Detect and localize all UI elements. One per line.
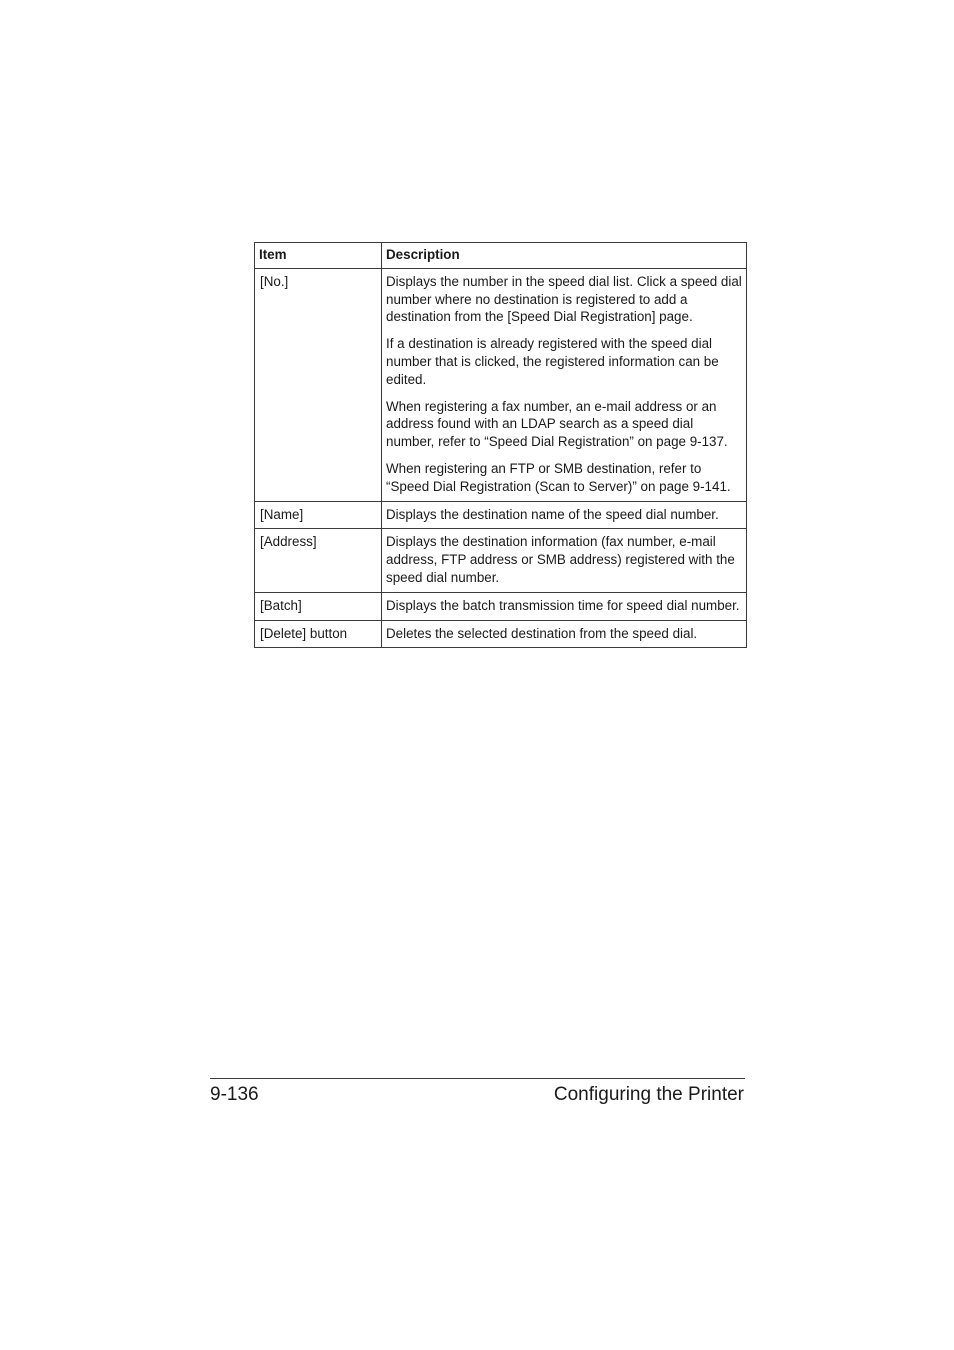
row-item-batch: [Batch] <box>255 592 382 620</box>
row-item-address: [Address] <box>255 529 382 592</box>
row-item-no: [No.] <box>255 268 382 501</box>
table-row <box>255 592 747 620</box>
row-description-batch <box>382 592 747 620</box>
description-paragraph: When registering an FTP or SMB destination, refer to “Speed Dial Registration (Scan to Server)” on page 9-141. <box>386 460 731 494</box>
column-header-item: Item <box>255 243 382 269</box>
row-item-delete-button: [Delete] button <box>255 620 382 648</box>
description-paragraph: Deletes the selected destination from the speed dial. <box>386 625 698 641</box>
table-row <box>255 620 747 648</box>
page-number: 9-136 <box>210 1084 259 1105</box>
table-row <box>255 501 747 529</box>
row-description-no <box>382 268 747 501</box>
table-row <box>255 529 747 592</box>
row-item-name: [Name] <box>255 501 382 529</box>
footer-divider <box>210 1078 745 1079</box>
description-table <box>254 242 747 648</box>
footer-section-title: Configuring the Printer <box>553 1084 744 1105</box>
description-paragraph: Displays the destination name of the speed dial number. <box>386 506 719 522</box>
table-header-row <box>255 243 747 269</box>
description-paragraph: If a destination is already registered with the speed dial number that is clicked, the registered information can be edited. <box>386 336 719 387</box>
description-paragraph: Displays the batch transmission time for speed dial number. <box>386 597 740 613</box>
table-row <box>255 268 747 501</box>
description-paragraph: Displays the number in the speed dial list. Click a speed dial number where no destination is registered to add a destination from the [Speed Dial Registration] page. <box>386 273 742 325</box>
row-description-delete-button <box>382 620 747 648</box>
description-paragraph: Displays the destination information (fax number, e-mail address, FTP address or SMB address) registered with the speed dial number. <box>386 534 735 585</box>
description-paragraph: When registering a fax number, an e-mail address or an address found with an LDAP search as a speed dial number, refer to “Speed Dial Registration” on page 9-137. <box>386 398 728 450</box>
row-description-name <box>382 501 747 529</box>
column-header-description: Description <box>382 243 747 269</box>
row-description-address <box>382 529 747 592</box>
